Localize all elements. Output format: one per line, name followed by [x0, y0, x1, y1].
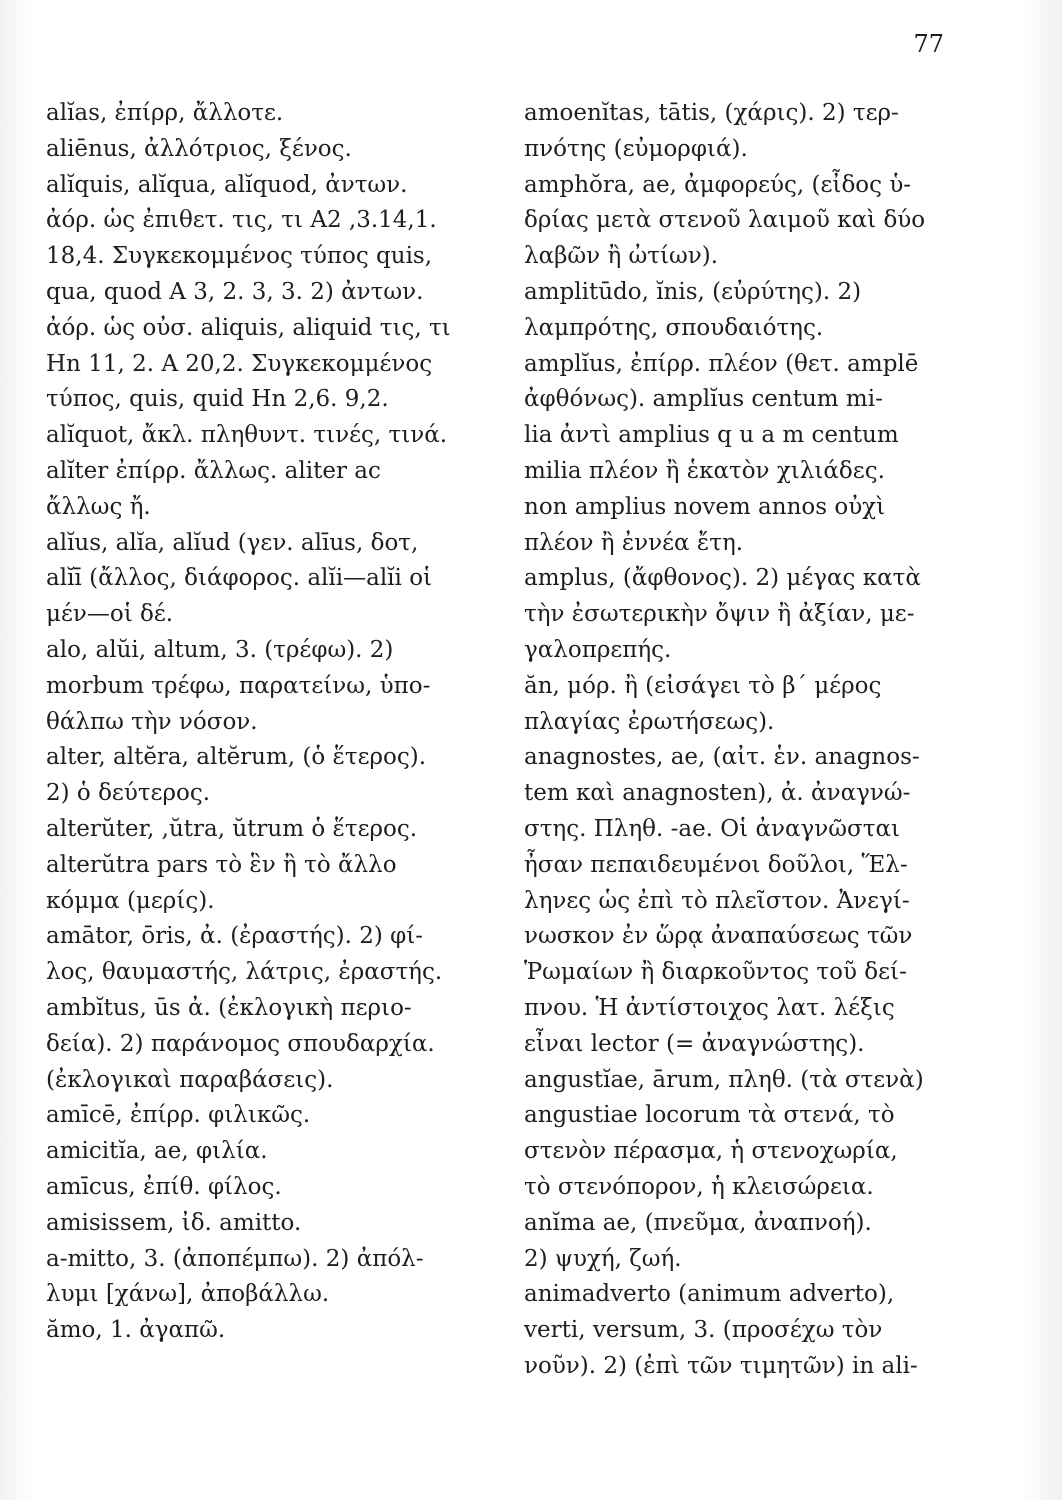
right-line: ληνες ὡς ἐπὶ τὸ πλεῖστον. Ἀνεγί-: [524, 887, 910, 914]
left-line: ămo, 1. ἀγαπῶ.: [46, 1317, 226, 1344]
right-line: verti, versum, 3. (προσέχω τὸν: [524, 1317, 883, 1344]
right-line: λαβῶν ἢ ὠτίων).: [524, 243, 719, 270]
left-line: alĭus, alĭa, alĭud (γεν. alīus, δοτ,: [46, 529, 419, 556]
left-line: ἀόρ. ὡς ἐπιθετ. τις, τι Α2 ,3.14,1.: [46, 207, 437, 234]
left-line: alĭquis, alĭqua, alĭquod, ἀντων.: [46, 171, 408, 198]
left-line: amisissem, ἰδ. amitto.: [46, 1209, 302, 1236]
right-line: milia πλέον ἢ ἑκατὸν χιλιάδες.: [524, 457, 885, 484]
right-line: πνου. Ἡ ἀντίστοιχος λατ. λέξις: [524, 994, 895, 1021]
right-line: animadverto (animum adverto),: [524, 1281, 895, 1308]
left-line: τύπος, quis, quid Hn 2,6. 9,2.: [46, 386, 389, 413]
left-line: θάλπω τὴν νόσον.: [46, 708, 258, 735]
left-line: Hn 11, 2. A 20,2. Συγκεκομμένος: [46, 350, 433, 377]
right-line: γαλοπρεπής.: [524, 636, 672, 663]
right-line: anagnostes, ae, (αἰτ. ἑν. anagnos-: [524, 744, 920, 771]
left-line: μέν—οἱ δέ.: [46, 601, 174, 628]
left-line: amīcē, ἐπίρρ. φιλικῶς.: [46, 1102, 311, 1129]
left-line: amīcus, ἐπίθ. φίλος.: [46, 1173, 282, 1200]
left-line: alĭter ἐπίρρ. ἄλλως. aliter ac: [46, 457, 381, 484]
right-line: νωσκον ἐν ὥρᾳ ἀναπαύσεως τῶν: [524, 923, 913, 950]
left-column: [46, 96, 491, 1349]
left-line: alter, altĕra, altĕrum, (ὁ ἕτερος).: [46, 744, 427, 771]
left-line: qua, quod A 3, 2. 3, 3. 2) ἀντων.: [46, 278, 424, 305]
right-line: amplĭus, ἐπίρρ. πλέον (θετ. amplē: [524, 350, 919, 377]
right-line: amplus, (ἄφθονος). 2) μέγας κατὰ: [524, 565, 921, 592]
right-line: ἦσαν πεπαιδευμένοι δοῦλοι, Ἕλ-: [524, 851, 908, 878]
right-line: amphŏra, ae, ἀμφορεύς, (εἶδος ὑ-: [524, 171, 912, 198]
left-line: alĭquot, ἄκλ. πληθυντ. τινές, τινά.: [46, 422, 448, 449]
right-line: τὴν ἐσωτερικὴν ὄψιν ἢ ἀξίαν, με-: [524, 601, 915, 628]
left-line: ἀόρ. ὡς οὐσ. aliquis, aliquid τις, τι: [46, 314, 451, 341]
left-line: alĭas, ἐπίρρ, ἄλλοτε.: [46, 100, 284, 126]
right-line: anĭma ae, (πνεῦμα, ἀναπνοή).: [524, 1209, 872, 1236]
left-line: κόμμα (μερίς).: [46, 887, 215, 914]
right-line: ăn, μόρ. ἢ (εἰσάγει τὸ β΄ μέρος: [524, 672, 882, 699]
left-line: δεία). 2) παράνομος σπουδαρχία.: [46, 1030, 435, 1057]
right-line: πνότης (εὐμορφιά).: [524, 135, 748, 162]
left-line: a-mitto, 3. (ἀποπέμπω). 2) ἀπόλ-: [46, 1245, 424, 1272]
right-line: πλαγίας ἐρωτήσεως).: [524, 708, 775, 735]
right-line: 2) ψυχή, ζωή.: [524, 1245, 682, 1272]
right-line: non amplius novem annos οὐχὶ: [524, 493, 886, 520]
right-line: νοῦν). 2) (ἐπὶ τῶν τιμητῶν) in ali-: [524, 1352, 918, 1379]
right-line: τὸ στενόπορον, ἡ κλεισώρεια.: [524, 1173, 874, 1200]
right-line: δρίας μετὰ στενοῦ λαιμοῦ καὶ δύο: [524, 207, 926, 234]
right-line: στης. Πληθ. -ae. Οἱ ἀναγνῶσται: [524, 815, 900, 842]
left-line: amicitĭa, ae, φιλία.: [46, 1138, 268, 1165]
right-line: angustĭae, ārum, πληθ. (τὰ στενὰ): [524, 1066, 924, 1093]
right-line: λαμπρότης, σπουδαιότης.: [524, 314, 824, 341]
left-line: 18,4. Συγκεκομμένος τύπος quis,: [46, 243, 433, 270]
right-line: πλέον ἢ ἐννέα ἔτη.: [524, 529, 744, 556]
right-line: Ῥωμαίων ἢ διαρκοῦντος τοῦ δεί-: [524, 959, 907, 986]
left-line: aliēnus, ἀλλότριος, ξένος.: [46, 135, 352, 162]
page-number: 77: [913, 30, 944, 58]
left-line: alterŭter, ,ŭtra, ŭtrum ὁ ἕτερος.: [46, 815, 418, 842]
left-line: alterŭtra pars τὸ ἓν ἢ τὸ ἄλλο: [46, 851, 397, 878]
left-line: ambĭtus, ūs ἀ. (ἐκλογικὴ περιο-: [46, 994, 412, 1021]
right-line: tem καὶ anagnosten), ἀ. ἀναγνώ-: [524, 780, 911, 807]
left-line: (ἐκλογικαὶ παραβάσεις).: [46, 1066, 334, 1093]
left-line: 2) ὁ δεύτερος.: [46, 780, 211, 807]
left-line: morbum τρέφω, παρατείνω, ὑπο-: [46, 672, 431, 699]
right-line: amoenĭtas, tātis, (χάρις). 2) τερ-: [524, 100, 899, 126]
left-line: λυμι [χάνω], ἀποβάλλω.: [46, 1281, 330, 1308]
right-line: angustiae locorum τὰ στενά, τὸ: [524, 1102, 895, 1129]
left-line: ἄλλως ἤ.: [46, 493, 151, 520]
right-line: ἀφθόνως). amplĭus centum mi-: [524, 386, 883, 413]
left-line: alĭī (ἄλλος, διάφορος. alĭi—alĭi οἱ: [46, 565, 433, 592]
right-line: lia ἀντὶ amplius q u a m centum: [524, 422, 899, 449]
left-line: λος, θαυμαστής, λάτρις, ἐραστής.: [46, 959, 443, 986]
left-line: amātor, ōris, ἀ. (ἐραστής). 2) φί-: [46, 923, 424, 950]
left-line: alo, alŭi, altum, 3. (τρέφω). 2): [46, 636, 394, 663]
right-line: amplitūdo, ĭnis, (εὐρύτης). 2): [524, 278, 862, 305]
right-column: [524, 96, 964, 1385]
right-line: στενὸν πέρασμα, ἡ στενοχωρία,: [524, 1138, 898, 1165]
right-line: εἶναι lector (= ἀναγνώστης).: [524, 1030, 865, 1057]
